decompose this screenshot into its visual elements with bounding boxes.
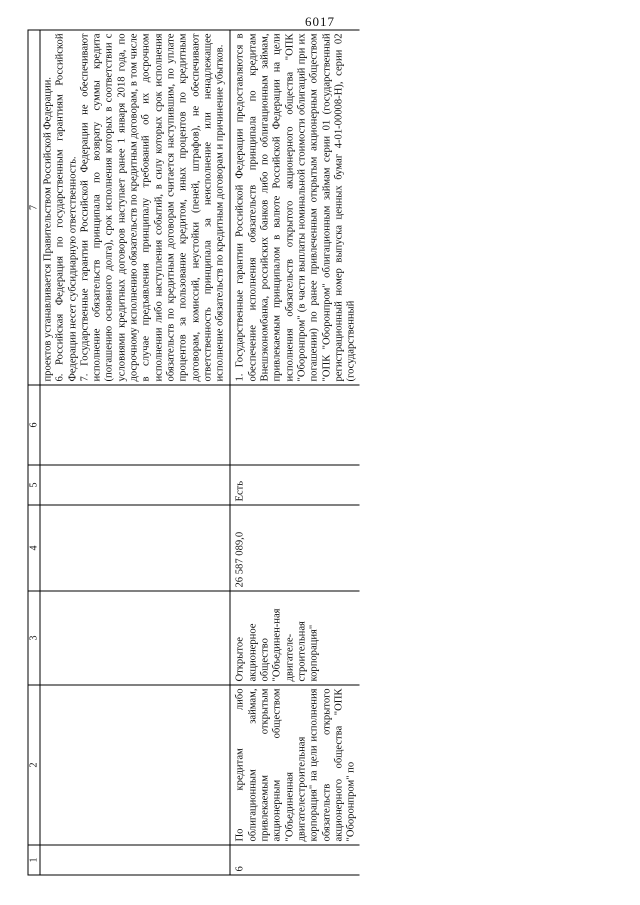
column-number: 2 [28,685,40,845]
column-number: 7 [28,30,40,385]
guarantees-table [28,29,360,875]
condition-paragraph: 7. Государственные гарантии Российской Федерации не обеспечивают исполнение обязательств принципала по возврату суммы кредита (погашению основного долга), срок исполнения которых в соответствии с условиями кредитных договоров наступает ранее 1 января 2018 года, по досрочному исполнению обязательств по кредитным договорам, в том числе в случае предъявления принципалу требований об их досрочном исполнении либо наступления событий, в силу которых срок исполнения обязательств по кредитным договорам считается наступившим, по уплате процентов за пользование кредитом, иных процентов по кредитным договорам, комиссий, неустойки (пеней, штрафов), не обеспечивают ответственность принципала за неисполнение или ненадлежащее исполнение обязательств по кредитным договорам и причинение убытков. [79,33,226,381]
cell-principal: Открытое акционерное общество "Объединен-ная двигателе-строительная корпорация" [230,591,359,685]
cell-empty [40,685,230,845]
cell-row-number: 6 [230,845,359,875]
column-number: 6 [28,385,40,465]
condition-paragraph: проектов устанавливается Правительством Российской Федерации. [42,76,54,381]
column-number: 1 [28,845,40,875]
cell-empty [40,505,230,591]
cell-regress: Есть [230,465,359,505]
cell-empty [40,385,230,465]
column-number: 3 [28,591,40,685]
column-number: 5 [28,465,40,505]
cell-column-6 [230,385,359,465]
cell-purpose: По кредитам либо облигационным займам, привлекаемым открытым акционерным обществом "Объединенная двигателестроительная корпорация" на цели исполнения обязательств открытого акционерного общества "ОПК "Оборонпром" по [230,685,359,845]
rotated-table-container [28,30,613,875]
table-row-continuation [40,30,230,875]
table-row [230,30,359,875]
cell-amount: 26 587 089,0 [230,505,359,591]
cell-conditions-continuation [40,30,230,385]
cell-conditions: 1. Государственные гарантии Российской Федерации предоставляются в обеспечение исполнения обязательств принципала по кредитам Внешэкономбанка, российских банков либо по облигационным займам, привлекаемым принципалом в валюте Российской Федерации на цели исполнения обязательств открытого акционерного общества "ОПК "Оборонпром" (в части выплаты номинальной стоимости облигаций при их погашении) по ранее привлеченным открытым акционерным обществом "ОПК "Оборонпром" облигационным займам серии 01 (государственный регистрационный номер выпуска ценных бумаг 4-01-00008-H), серии 02 (государственный [230,30,359,385]
column-number-row [28,30,40,875]
cell-empty [40,591,230,685]
cell-empty [40,845,230,875]
cell-empty [40,465,230,505]
page-number: 6017 [305,14,335,29]
column-number: 4 [28,505,40,591]
condition-paragraph: 6. Российская Федерация по государственным гарантиям Российской Федерации несет субсидиарную ответственность. [54,33,79,381]
